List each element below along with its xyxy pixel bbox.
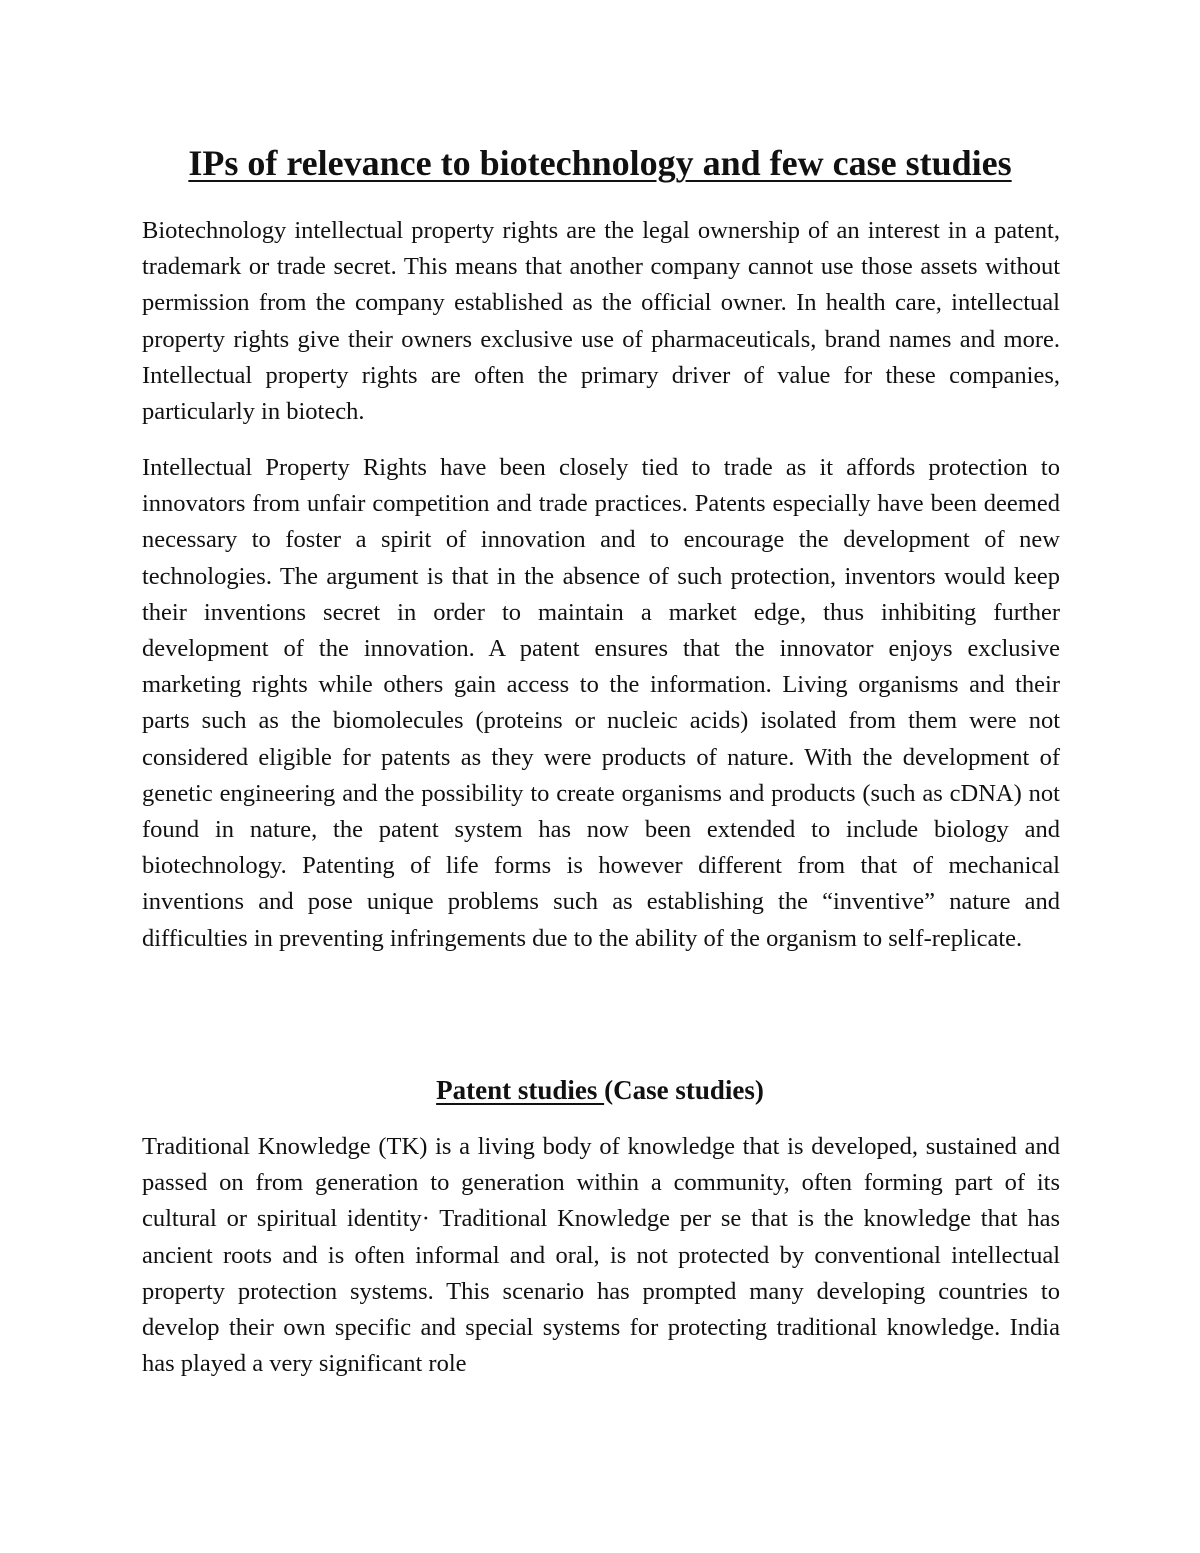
document-title [100, 140, 1100, 186]
ipr-trade-paragraph: Intellectual Property Rights have been closely tied to trade as it affords protection to innovators from unfair competition and trade practices. Patents especially have been deemed necessary to foster a spirit of innovation and to encourage the development of new technologies. The argument is that in the absence of such protection, inventors would keep their inventions secret in order to maintain a market edge, thus inhibiting further development of the innovation. A patent ensures that the innovator enjoys exclusive marketing rights while others gain access to the information. Living organisms and their parts such as the biomolecules (proteins or nucleic acids) isolated from them were not considered eligible for patents as they were products of nature. With the development of genetic engineering and the possibility to create organisms and products (such as cDNA) not found in nature, the patent system has now been extended to include biology and biotechnology. Patenting of life forms is however different from that of mechanical inventions and pose unique problems such as establishing the “inventive” nature and difficulties in preventing infringements due to the ability of the organism to self-replicate. [142, 454, 1060, 952]
intro-paragraph: Biotechnology intellectual property rights are the legal ownership of an interest in a patent, trademark or trade secret. This means that another company cannot use those assets without permission from the company established as the official owner. In health care, intellectual property rights give their owners exclusive use of pharmaceuticals, brand names and more. Intellectual property rights are often the primary driver of value for these companies, particularly in biotech. [142, 217, 1060, 426]
section-heading-underlined: Patent studies [436, 1075, 605, 1105]
traditional-knowledge-paragraph: Traditional Knowledge (TK) is a living body of knowledge that is developed, sustained and passed on from generation to generation within a community, often forming part of its cultural or spiritual identity· Traditional Knowledge per se that is the knowledge that has ancient roots and is often informal and oral, is not protected by conventional intellectual property protection systems. This scenario has prompted many developing countries to develop their own specific and special systems for protecting traditional knowledge. India has played a very significant role [142, 1133, 1060, 1378]
section-heading-rest: (Case studies) [604, 1075, 764, 1105]
section-heading [100, 1070, 1100, 1110]
document-title-text: IPs of relevance to biotechnology and few case studies [188, 143, 1012, 183]
